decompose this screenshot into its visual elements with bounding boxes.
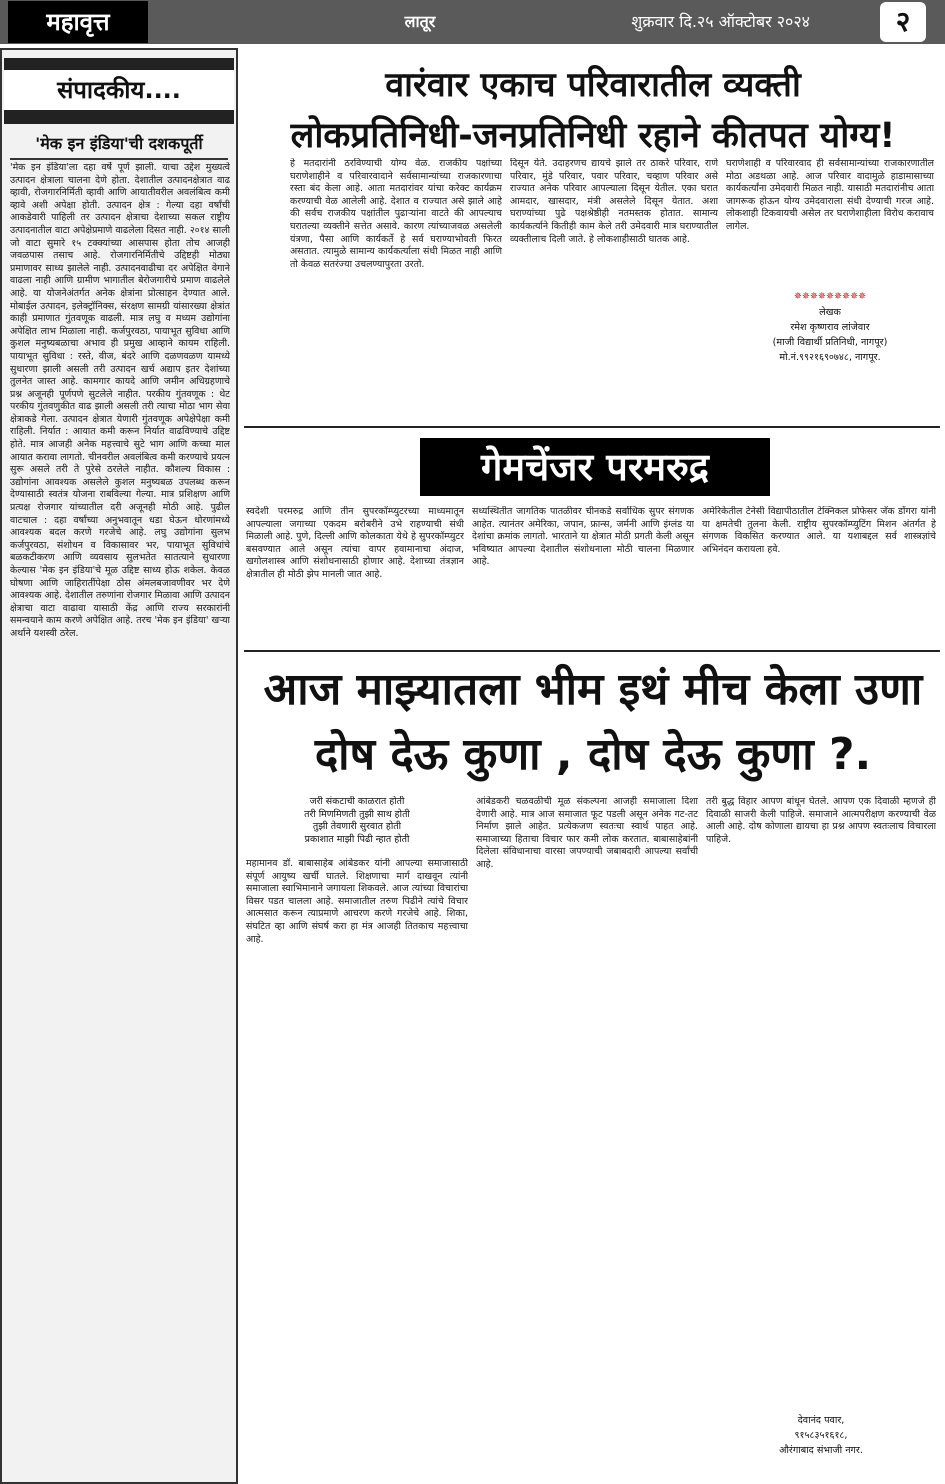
section-divider <box>244 650 940 652</box>
article1-byline-role: (माजी विद्यार्थी प्रतिनिधी, नागपूर) <box>772 337 888 348</box>
section-divider <box>244 426 940 428</box>
article3-sig-name: देवानंद पवार, <box>797 1415 845 1426</box>
editorial-body: 'मेक इन इंडिया'ला दहा वर्षे पूर्ण झाली. याचा उद्देश मुख्यत्वे उत्पादन क्षेत्राला चालना देणे होता. देशातील उत्पादनक्षेत्रात वाढ व्हावी, रोजगारनिर्मिती व्हावी आणि आयातीवरील अवलंबित्व कमी व्हावे अशी अपेक्षा होती. उत्पादन क्षेत्र : गेल्या दहा वर्षांची आकडेवारी पाहिली तर उत्पादन क्षेत्राचा देशाच्या सकल राष्ट्रीय उत्पादनातील वाटा अपेक्षेप्रमाणे वाढलेला दिसत नाही. २०१४ साली जो वाटा सुमारे १५ टक्क्यांच्या आसपास होता तोच आजही जवळपास तसाच आहे. रोजगारनिर्मितीचे उद्दिष्टही मोठ्या प्रमाणावर साध्य झालेले नाही. उत्पादनवाढीचा दर अपेक्षित वेगाने वाढला नाही आणि ग्रामीण भागातील बेरोजगारीचे प्रमाण वाढलेले आहे. या योजनेअंतर्गत अनेक क्षेत्रांना प्रोत्साहन देण्यात आले. मोबाईल उत्पादन, इलेक्ट्रॉनिक्स, संरक्षण सामग्री यांसारख्या क्षेत्रांत काही प्रमाणात गुंतवणूक वाढली. मात्र लघु व मध्यम उद्योगांना अपेक्षित लाभ मिळाला नाही. कर्जपुरवठा, पायाभूत सुविधा आणि कुशल मनुष्यबळाचा अभाव ही प्रमुख आव्हाने कायम राहिली. पायाभूत सुविधा : रस्ते, वीज, बंदरे आणि दळणवळण यामध्ये सुधारणा झाली असली तरी उत्पादन खर्च अद्याप इतर देशांच्या तुलनेत जास्त आहे. कामगार कायदे आणि जमीन अधिग्रहणाचे प्रश्न अजूनही पूर्णपणे सुटलेले नाहीत. परकीय गुंतवणूक : थेट परकीय गुंतवणुकीत वाढ झाली असली तरी त्याचा मोठा भाग सेवा क्षेत्राकडे गेला. उत्पादन क्षेत्रात येणारी गुंतवणूक अपेक्षेपेक्षा कमी राहिली. निर्यात : आयात कमी करून निर्यात वाढविण्याचे उद्दिष्ट होते. मात्र आजही अनेक महत्त्वाचे सुटे भाग आणि कच्चा माल आयात करावा लागतो. चीनवरील अवलंबित्व कमी करण्याचे प्रयत्न सुरू असले तरी ते पुरेसे ठरलेले नाहीत. कौशल्य विकास : उद्योगांना आवश्यक असलेले कुशल मनुष्यबळ उपलब्ध करून देण्यासाठी स्वतंत्र योजना राबविल्या गेल्या. मात्र प्रशिक्षण आणि प्रत्यक्ष रोजगार यांच्यातील दरी अजूनही मोठी आहे. पुढील वाटचाल : दहा वर्षांच्या अनुभवातून धडा घेऊन धोरणांमध्ये आवश्यक बदल करणे गरजेचे आहे. लघु उद्योगांना सुलभ कर्जपुरवठा, संशोधन व विकासावर भर, पायाभूत सुविधांचे बळकटीकरण आणि व्यवसाय सुलभतेत सातत्याने सुधारणा केल्यास 'मेक इन इंडिया'चे मूळ उद्दिष्ट साध्य होऊ शकेल. केवळ घोषणा आणि जाहिरातींपेक्षा ठोस अंमलबजावणीवर भर देणे आवश्यक आहे. देशातील तरुणांना रोजगार मिळावा आणि उत्पादन क्षेत्राचा वाटा वाढावा यासाठी केंद्र आणि राज्य सरकारांनी समन्वयाने काम करणे अपेक्षित आहे. तरच 'मेक इन इंडिया' खऱ्या अर्थाने यशस्वी ठरेल. <box>10 162 230 639</box>
article1-col1: हे मतदारांनी ठरविण्याची योग्य वेळ. राजकीय पक्षांच्या घराणेशाहीने व परिवारवादाने सर्वसामान्यांच्या राजकारणाचा रस्ता बंद केला आहे. आता मतदारांवर यांचा करेक्ट कार्यक्रम करण्याची वेळ आलेली आहे. देशात व राज्यात असे झाले आहे की सर्वच राजकीय पक्षांतील पुढाऱ्यांना वाटते की आपल्याच घरातल्या व्यक्तीने सत्तेत असावे. कारण त्यांच्याजवळ असलेली यंत्रणा, पैसा आणि कार्यकर्ते हे सर्व घराण्याभोवती फिरत असतात. त्यामुळे सामान्य कार्यकर्त्याला संधी मिळत नाही आणि तो केवळ सतरंज्या उचलण्यापुरता उरतो. <box>290 158 502 270</box>
article2-headline: गेमचेंजर परमरुद्र <box>420 438 770 496</box>
article3-headline-line1: आज माझ्यातला भीम इथं मीच केला उणा <box>263 664 923 715</box>
article1-col3: घराणेशाही व परिवारवाद ही सर्वसामान्यांच्या राजकारणातील मोठा अडथळा आहे. आज परिवार वादामुळे हाडामासाच्या कार्यकर्त्यांना उमेदवारी मिळत नाही. यासाठी मतदारांनीच आता जागरूक होऊन योग्य उमेदवाराला संधी देण्याची गरज आहे. लोकशाही टिकवायची असेल तर घराणेशाहीला विरोध करावाच लागेल. <box>726 158 934 232</box>
editorial-headline: 'मेक इन इंडिया'ची दशकपूर्ती <box>35 134 203 153</box>
article3-col1: महामानव डॉ. बाबासाहेब आंबेडकर यांनी आपल्या समाजासाठी संपूर्ण आयुष्य खर्ची घातले. शिक्षणाचा मार्ग दाखवून त्यांनी समाजाला स्वाभिमानाने जगायला शिकवले. आज त्यांच्या विचारांचा विसर पडत चालला आहे. समाजातील तरुण पिढीने त्यांचे विचार आत्मसात करून त्याप्रमाणे आचरण करणे गरजेचे आहे. शिका, संघटित व्हा आणि संघर्ष करा हा मंत्र आजही तितकाच महत्त्वाचा आहे. <box>246 858 468 945</box>
article3-col3: तरी बुद्ध विहार आपण बांधून घेतले. आपण एक दिवाळी म्हणजे ही दिवाळी साजरी केली पाहिजे. समाजाने आत्मपरीक्षण करण्याची वेळ आली आहे. दोष कोणाला द्यायचा हा प्रश्न आपण स्वतःलाच विचारला पाहिजे. <box>706 796 936 845</box>
article1-byline-label: लेखक <box>819 307 841 318</box>
editorial-section-title: संपादकीय.... <box>4 70 234 110</box>
article2-col3: अमेरिकेतील टेनेसी विद्यापीठातील टेक्निकल प्रोफेसर जॅक डोंगरा यांनी या क्षमतेची तुलना केली. राष्ट्रीय सुपरकॉम्प्युटिंग मिशन अंतर्गत हे संगणक विकसित करण्यात आले. या यशाबद्दल सर्व शास्त्रज्ञांचे अभिनंदन करायला हवे. <box>702 506 936 555</box>
article1-col2: दिसून येते. उदाहरणच द्यायचे झाले तर ठाकरे परिवार, राणे परिवार, मुंडे परिवार, पवार परिवार, चव्हाण परिवार असे राज्यात अनेक परिवार आपल्याला दिसून येतील. एका घरात आमदार, खासदार, मंत्री असलेले दिसून येतात. अशा घराण्यांच्या पुढे पक्षश्रेष्ठीही नतमस्तक होतात. सामान्य कार्यकर्त्याने कितीही काम केले तरी उमेदवारी मात्र घराण्यातील व्यक्तीलाच दिली जाते. हे लोकशाहीसाठी घातक आहे. <box>510 158 718 245</box>
article1-headline-line2: लोकप्रतिनिधी-जनप्रतिनिधी रहाने कीतपत योग्य! <box>290 116 896 156</box>
page-number: २ <box>880 2 926 42</box>
editorial-rule <box>10 158 228 160</box>
header-date: शुक्रवार दि.२५ ऑक्टोबर २०२४ <box>631 12 810 31</box>
article1-byline-stars: ✵✵✵✵✵✵✵✵✵ <box>793 291 867 302</box>
article2-col2: सध्यस्थितीत जागतिक पातळीवर चीनकडे सर्वाधिक सुपर संगणक आहेत. त्यानंतर अमेरिका, जपान, फ्रान्स, जर्मनी आणि इंग्लंड या देशांचा क्रमांक लागतो. भारताने या क्षेत्रात मोठी प्रगती केली असून भविष्यात आपल्या देशातील संशोधनाला मोठी चालना मिळणार आहे. <box>472 506 694 568</box>
article3-sig-phone: ९१५८३५१६१८, <box>794 1430 848 1441</box>
header-city: लातूर <box>404 12 436 31</box>
article1-byline-phone: मो.नं.९९२१६९०७४८, नागपूर. <box>779 352 881 363</box>
article1-byline-name: रमेश कृष्णराव लांजेवार <box>790 322 870 333</box>
masthead: महावृत्त <box>8 1 148 43</box>
article1-headline-line1: वारंवार एकाच परिवारातील व्यक्ती <box>385 65 801 105</box>
article3-poem: जरी संकटाची काळरात होती तरी मिणमिणती तुझी साथ होती तुझी तेवणारी सुरवात होती प्रकाशात माझी पिढी न्हात होती <box>304 796 410 845</box>
article3-col2: आंबेडकरी चळवळीची मूळ संकल्पना आजही समाजाला दिशा देणारी आहे. मात्र आज समाजात फूट पडली असून अनेक गट-तट निर्माण झाले आहेत. प्रत्येकजण स्वतःचा स्वार्थ पाहत आहे. समाजाच्या हिताचा विचार फार कमी लोक करतात. बाबासाहेबांनी दिलेला संविधानाचा वारसा जपण्याची जबाबदारी आपल्या सर्वांची आहे. <box>476 796 698 870</box>
article2-col1: स्वदेशी परमरुद्र आणि तीन सुपरकॉम्प्युटरच्या माध्यमातून आपल्याला जगाच्या एकदम बरोबरीने उभे राहण्याची संधी मिळाली आहे. पुणे, दिल्ली आणि कोलकाता येथे हे सुपरकॉम्प्युटर बसवण्यात आले असून त्यांचा वापर हवामानाचा अंदाज, खगोलशास्त्र आणि संशोधनासाठी होणार आहे. देशाच्या तंत्रज्ञान क्षेत्रातील ही मोठी झेप मानली जात आहे. <box>246 506 464 580</box>
article3-headline-line2: दोष देऊ कुणा , दोष देऊ कुणा ?. <box>314 729 872 780</box>
article3-sig-place: औरंगाबाद संभाजी नगर. <box>779 1445 863 1456</box>
